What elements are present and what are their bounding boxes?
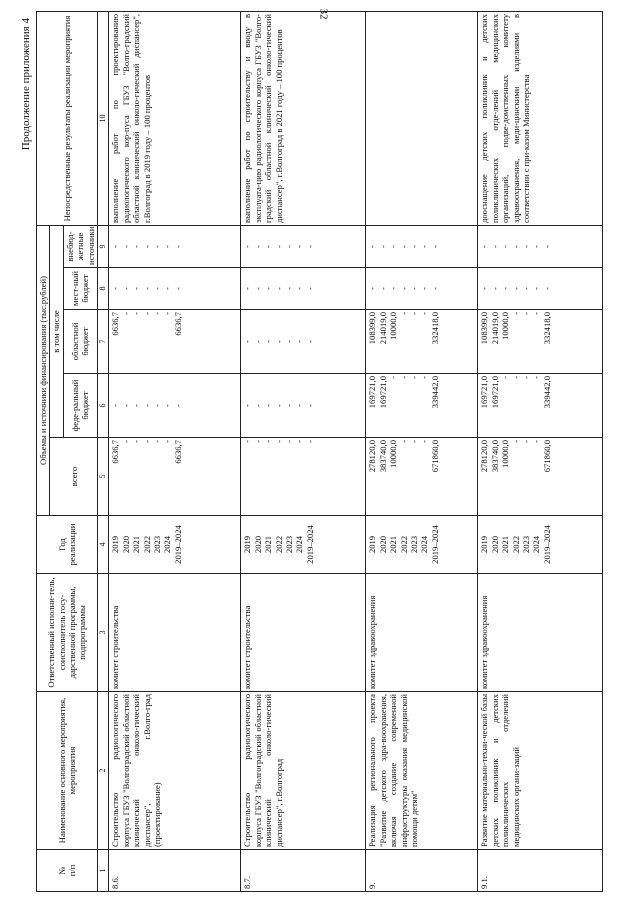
page-number: 32 [317,8,330,20]
row-total: 278120,0 383740,0 10000,0 - - - 671860,0 [366,438,478,516]
row-regional: 108399,0 214019,0 10000,0 - - - 332418,0 [366,310,478,374]
row-years: 2019 2020 2021 2022 2023 2024 2019–2024 [241,516,366,574]
row-local: - - - - - - - [478,268,603,310]
table-row [478,11,603,891]
row-federal: 169721,0 169721,0 - - - - 339442,0 [478,374,603,438]
col-number: 10 [98,11,109,225]
column-numbers-row [98,11,109,891]
row-federal: 169721,0 169721,0 - - - - 339442,0 [366,374,478,438]
header-name: Наименование основного мероприятия, мероприятия [37,692,98,850]
header-local: мест-ный бюджет [63,268,97,310]
col-number: 5 [98,438,109,516]
row-extrabudget: - - - - - - - [241,225,366,267]
row-result: выполнение работ по строительству и вводу в эксплуата-цию радиологического корпуса ГБУЗ "Волго-градский областной клинический онколо-гический диспансер", г.Волгоград в 2021 году – 100 процентов [241,11,366,225]
table-row [241,11,366,891]
row-total: 6636,7 - - - - - 6636,7 [109,438,241,516]
header-regional: областной бюджет [63,310,97,374]
row-regional: 6636,7 - - - - - 6636,7 [109,310,241,374]
col-number: 7 [98,310,109,374]
row-local: - - - - - - - [241,268,366,310]
row-name: Строительство радиологического корпуса ГБУЗ "Волгоградский областной клинический онколо-гический диспансер", г.Волго-град (проектирование) [109,692,241,850]
header-extrabudget: внебюд-жетные источники [63,225,97,267]
col-number: 9 [98,225,109,267]
header-funding: Объемы и источники финансирования (тыс.рублей) [37,225,50,515]
row-responsible: комитет здравоохранения [478,574,603,692]
row-result [366,11,478,225]
col-number: 6 [98,374,109,438]
table-row [109,11,241,891]
row-num: 9. [366,850,478,892]
row-local: - - - - - - - [366,268,478,310]
header-responsible: Ответственный исполни-тель, соисполнитель госу-дарственной программы, подпрограммы [37,574,98,692]
row-responsible: комитет здравоохранения [366,574,478,692]
table-row [366,11,478,891]
row-years: 2019 2020 2021 2022 2023 2024 2019–2024 [478,516,603,574]
header-total: всего [50,438,98,516]
program-table [36,8,603,892]
row-name: Реализация регионального проекта "Развитие детского здра-воохранения, включая создание современной инфраструктуры оказания медицинской помощи детям" [366,692,478,850]
col-number: 4 [98,516,109,574]
header-year: Год реализации [37,516,98,574]
row-years: 2019 2020 2021 2022 2023 2024 2019–2024 [366,516,478,574]
col-number: 3 [98,574,109,692]
row-years: 2019 2020 2021 2022 2023 2024 2019–2024 [109,516,241,574]
row-responsible: комитет строительства [241,574,366,692]
row-local: - - - - - - - [109,268,241,310]
header-result: Непосредственные результаты реализации мероприятия [37,11,98,225]
row-extrabudget: - - - - - - - [366,225,478,267]
col-number: 1 [98,850,109,892]
row-name: Строительство радиологического корпуса ГБУЗ "Волгоградский областной клинический онколо-гический диспансер", г.Волгоград [241,692,366,850]
row-result: дооснащение детских поликлиник и детских поликлинических отде-лений медицинских организаций, подве-домственных комитету здравоохранения, меди-цинскими изделиями в соответствии с при-казом Министерства [478,11,603,225]
row-num: 9.1. [478,850,603,892]
col-number: 8 [98,268,109,310]
row-result: выполнение работ по проектированию радиологического кор-пуса ГБУЗ "Волго-градский областной клинический онколо-гический диспансер", г.Волгоград в 2019 году – 100 процентов [109,11,241,225]
row-extrabudget: - - - - - - - [109,225,241,267]
continuation-label: Продолжение приложения 4 [20,18,32,151]
row-federal: - - - - - - - [109,374,241,438]
rotated-page [20,12,620,892]
row-total: 278120,0 383740,0 10000,0 - - - 671860,0 [478,438,603,516]
row-name: Развитие материально-техни-ческой базы детских поликлиник и детских поликлинических отделений медицинских органи-заций [478,692,603,850]
row-num: 8.6. [109,850,241,892]
row-federal: - - - - - - - [241,374,366,438]
row-regional: 108399,0 214019,0 10000,0 - - - 332418,0 [478,310,603,374]
row-regional: - - - - - - - [241,310,366,374]
row-responsible: комитет строительства [109,574,241,692]
header-num: № п/п [37,850,98,892]
row-extrabudget: - - - - - - - [478,225,603,267]
row-num: 8.7. [241,850,366,892]
header-including: в том числе [50,225,63,437]
row-total: - - - - - - - [241,438,366,516]
header-federal: феде-ральный бюджет [63,374,97,438]
col-number: 2 [98,692,109,850]
